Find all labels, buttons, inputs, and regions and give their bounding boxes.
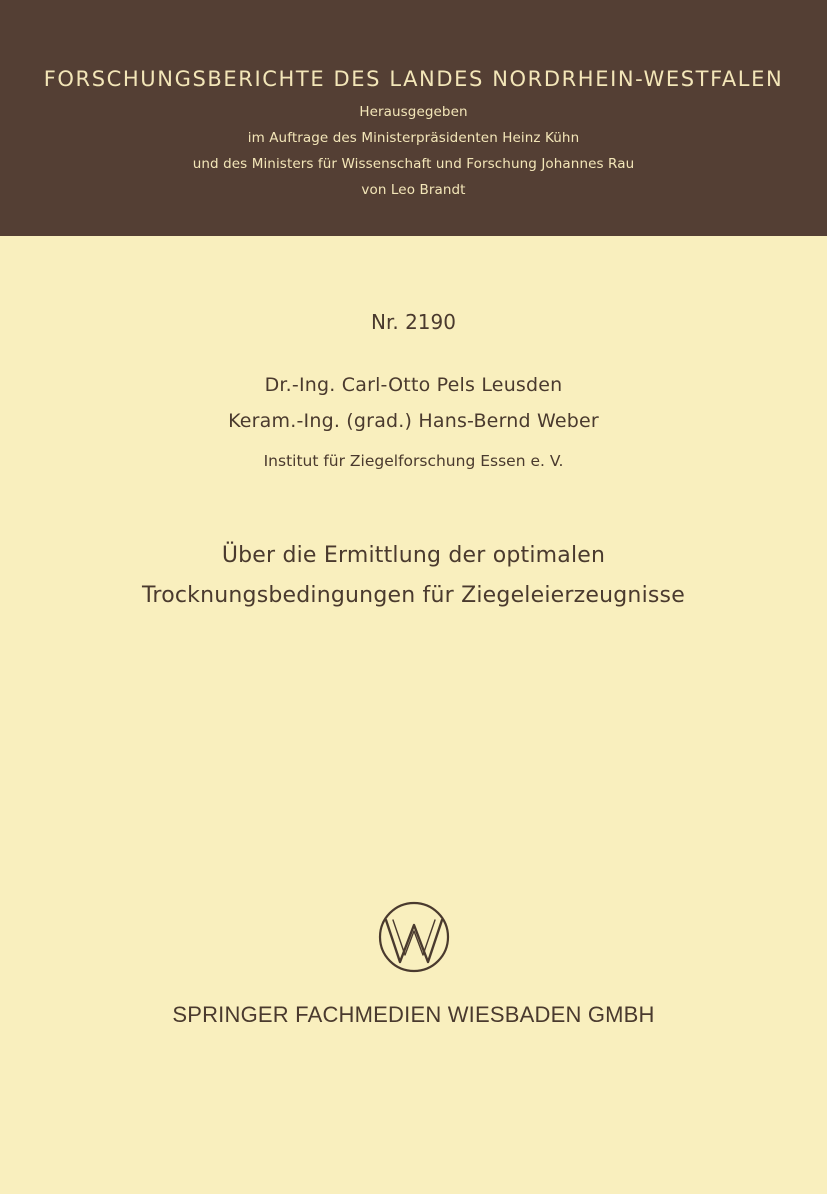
series-title: FORSCHUNGSBERICHTE DES LANDES NORDRHEIN-WESTFALEN (43, 67, 784, 91)
author-secondary: Keram.-Ing. (grad.) Hans-Bernd Weber (228, 410, 599, 432)
title-line-2: Trocknungsbedingungen für Ziegeleierzeugnisse (142, 583, 685, 608)
vw-circle-logo-icon (377, 900, 451, 974)
editor-line-published: Herausgegeben (359, 104, 468, 120)
report-number: Nr. 2190 (371, 310, 456, 334)
editor-line-commission: im Auftrage des Ministerpräsidenten Heinz Kühn (247, 130, 580, 146)
institute: Institut für Ziegelforschung Essen e. V. (263, 452, 564, 470)
publisher-name: SPRINGER FACHMEDIEN WIESBADEN GMBH (172, 1002, 655, 1027)
author-primary: Dr.-Ing. Carl-Otto Pels Leusden (264, 374, 563, 396)
title-line-1: Über die Ermittlung der optimalen (221, 543, 606, 568)
series-header (0, 0, 827, 236)
editor-line-editor: von Leo Brandt (361, 182, 466, 198)
editor-line-minister: und des Ministers für Wissenschaft und Forschung Johannes Rau (192, 156, 635, 172)
